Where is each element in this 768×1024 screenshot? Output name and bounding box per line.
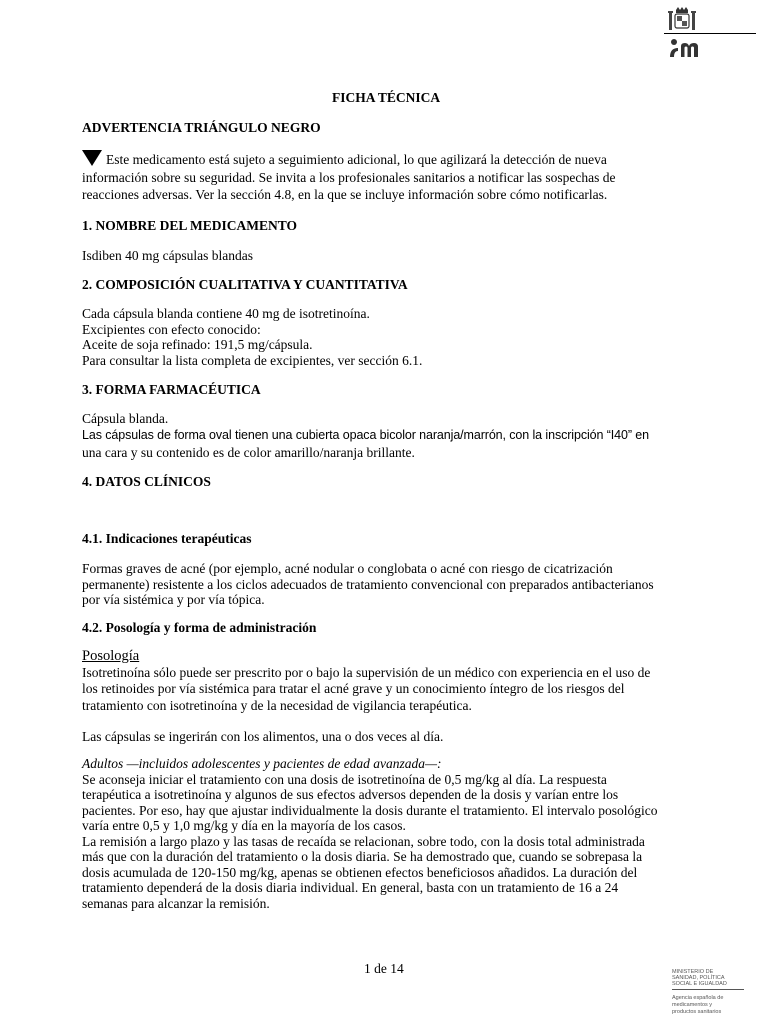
page-title: FICHA TÉCNICA	[332, 90, 441, 105]
ministry-line: SANIDAD, POLÍTICA	[672, 975, 725, 982]
section-2-heading: 2. COMPOSICIÓN CUALITATIVA Y CUANTITATIVA	[82, 277, 408, 292]
section-4-1-heading: 4.1. Indicaciones terapéuticas	[82, 531, 252, 546]
section-2-line: Aceite de soja refinado: 191,5 mg/cápsula.	[82, 337, 313, 352]
section-3-heading: 3. FORMA FARMACÉUTICA	[82, 382, 261, 397]
section-1-text: Isdiben 40 mg cápsulas blandas	[82, 248, 253, 263]
posologia-line: tratamiento con isotretinoína y de la necesidad de vigilancia terapéutica.	[82, 697, 472, 713]
ministry-rule	[672, 989, 744, 990]
agency-line: productos sanitarios	[672, 1008, 722, 1015]
section-3-body	[82, 411, 682, 461]
adults-line: terapéutica a isotretinoína y algunos de sus efectos adversos dependen de la dosis y varían entre los	[82, 787, 619, 802]
adults-heading: Adultos —incluidos adolescentes y pacientes de edad avanzada—:	[82, 756, 442, 771]
section-3-line: Las cápsulas de forma oval tienen una cubierta opaca bicolor naranja/marrón, con la inscripción “I40” en	[82, 427, 650, 442]
warning-paragraph	[82, 150, 682, 203]
black-triangle-icon	[82, 150, 102, 166]
ministry-label	[672, 969, 744, 991]
posologia-capsules-text: Las cápsulas se ingerirán con los alimentos, una o dos veces al día.	[82, 729, 444, 744]
section-4-1-line: permanente) resistente a los ciclos adecuados de tratamiento convencional con preparados antibacterianos	[82, 576, 654, 592]
section-3-line: Cápsula blanda.	[82, 411, 169, 426]
section-2-line: Para consultar la lista completa de excipientes, ver sección 6.1.	[82, 352, 423, 368]
agency-label	[672, 995, 744, 1015]
adults-line: varía entre 0,5 y 1,0 mg/kg y día en la mayoría de los casos.	[82, 818, 406, 833]
posologia-block	[82, 649, 682, 713]
adults-line: dosis acumulada de 120-150 mg/kg, apenas se obtienen efectos beneficiosos añadidos. La duración del	[82, 864, 638, 880]
section-2-line: Cada cápsula blanda contiene 40 mg de isotretinoína.	[82, 306, 370, 321]
adults-line: Se aconseja iniciar el tratamiento con una dosis de isotretinoína de 0,5 mg/kg al día. La respuesta	[82, 771, 607, 787]
adults-block	[82, 756, 682, 911]
warning-text: información sobre su seguridad. Se invita a los profesionales sanitarios a notificar las sospechas de	[82, 169, 616, 185]
section-4-heading: 4. DATOS CLÍNICOS	[82, 474, 211, 489]
section-1-heading: 1. NOMBRE DEL MEDICAMENTO	[82, 218, 298, 233]
posologia-line: los retinoides por vía sistémica para tratar el acné grave y un conocimiento íntegro de los riesgos del	[82, 681, 625, 696]
section-4-1-body	[82, 561, 682, 608]
section-2-line: Excipientes con efecto conocido:	[82, 321, 261, 337]
warning-text: Este medicamento está sujeto a seguimiento adicional, lo que agilizará la detección de nueva	[106, 152, 607, 167]
warning-text: reacciones adversas. Ver la sección 4.8, en la que se incluye información sobre cómo notificarlas.	[82, 187, 608, 202]
posologia-heading: Posología	[82, 648, 140, 664]
aemps-logo-icon	[668, 37, 708, 59]
adults-line: pacientes. Por eso, hay que ajustar individualmente la dosis durante el tratamiento. El intervalo posológico	[82, 802, 658, 818]
section-3-line: una cara y su contenido es de color amarillo/naranja brillante.	[82, 445, 415, 460]
adults-line: tratamiento dependerá de la dosis diaria individual. En general, basta con un tratamiento de 16 a 24	[82, 880, 619, 895]
agency-line: medicamentos y	[672, 1001, 713, 1008]
adults-line: semanas para alcanzar la remisión.	[82, 895, 270, 911]
section-4-1-line: Formas graves de acné (por ejemplo, acné nodular o conglobata o acné con riesgo de cicatrización	[82, 561, 613, 576]
adults-line: La remisión a largo plazo y las tasas de recaída se relacionan, sobre todo, con la dosis total administrada	[82, 833, 645, 849]
warning-heading: ADVERTENCIA TRIÁNGULO NEGRO	[82, 120, 321, 135]
section-2-body	[82, 306, 682, 368]
header-rule	[664, 33, 756, 34]
ministry-line: SOCIAL E IGUALDAD	[672, 981, 727, 988]
agency-line: Agencia española de	[672, 995, 724, 1001]
page-number: 1 de 14	[364, 961, 404, 976]
section-4-2-heading: 4.2. Posología y forma de administración	[82, 620, 317, 635]
ministry-line: MINISTERIO DE	[672, 969, 714, 975]
section-4-1-line: por vía sistémica y por vía tópica.	[82, 592, 265, 607]
adults-line: más que con la duración del tratamiento o la dosis diaria. Se ha demostrado que, cuando se sobrepasa la	[82, 849, 643, 864]
posologia-line: Isotretinoína sólo puede ser prescrito por o bajo la supervisión de un médico con experiencia en el uso de	[82, 664, 651, 680]
